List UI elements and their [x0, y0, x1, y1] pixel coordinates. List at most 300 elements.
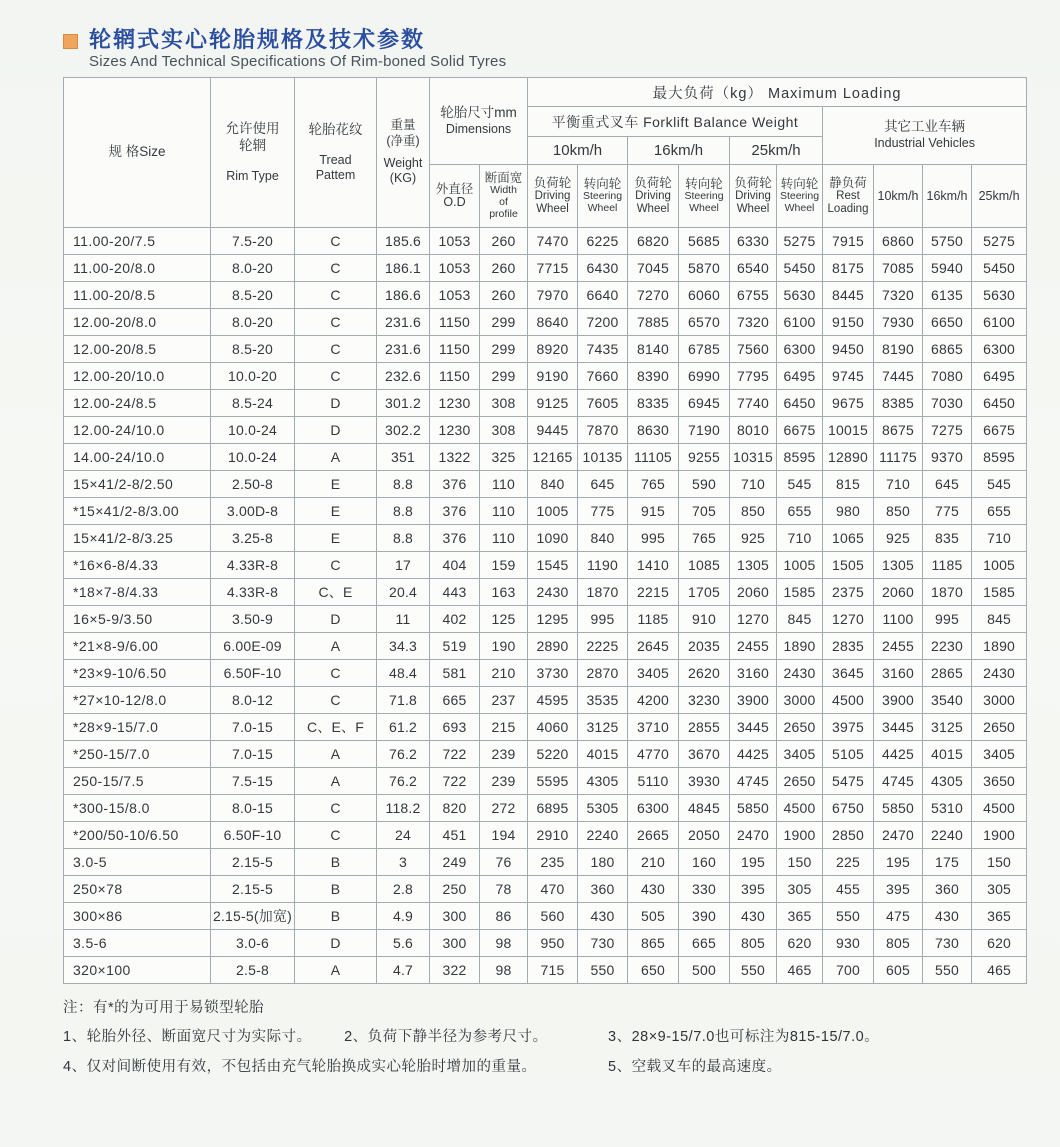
table-row	[64, 930, 1027, 957]
note-4: 4、仅对间断使用有效，不包括由充气轮胎换成实心轮胎时增加的重量。	[63, 1059, 537, 1076]
header-industrial-vehicles: 其它工业车辆 Industrial Vehicles	[823, 107, 1027, 165]
table-cell: 225	[823, 849, 874, 876]
table-cell: 48.4	[377, 660, 430, 687]
table-cell: 581	[430, 660, 480, 687]
table-cell: 519	[430, 633, 480, 660]
table-cell: B	[295, 849, 377, 876]
table-cell: *28×9-15/7.0	[64, 714, 211, 741]
table-cell: 272	[480, 795, 528, 822]
table-cell: 620	[777, 930, 823, 957]
bullet-icon	[63, 34, 78, 49]
table-cell: 2.50-8	[211, 471, 295, 498]
header-rest-loading: 静负荷 Rest Loading	[823, 165, 874, 228]
table-cell: 8595	[777, 444, 823, 471]
table-row	[64, 471, 1027, 498]
table-cell: 1185	[923, 552, 972, 579]
table-cell: 11105	[628, 444, 679, 471]
table-cell: 2850	[823, 822, 874, 849]
table-cell: 3160	[874, 660, 923, 687]
table-cell: 430	[730, 903, 777, 930]
table-cell: 3405	[972, 741, 1027, 768]
table-cell: 8.5-20	[211, 282, 295, 309]
table-cell: 1890	[972, 633, 1027, 660]
table-cell: 7605	[578, 390, 628, 417]
table-cell: 7.0-15	[211, 741, 295, 768]
table-cell: 4015	[923, 741, 972, 768]
table-cell: 3405	[628, 660, 679, 687]
table-cell: 4745	[730, 768, 777, 795]
table-cell: 3.50-9	[211, 606, 295, 633]
table-cell: 645	[578, 471, 628, 498]
table-cell: 12.00-24/8.5	[64, 390, 211, 417]
table-cell: 550	[823, 903, 874, 930]
table-row	[64, 768, 1027, 795]
table-cell: 650	[628, 957, 679, 984]
table-cell: 12.00-24/10.0	[64, 417, 211, 444]
table-cell: 5220	[528, 741, 578, 768]
table-cell: 2060	[874, 579, 923, 606]
table-cell: 8.0-15	[211, 795, 295, 822]
table-cell: 6865	[923, 336, 972, 363]
table-cell: 4.33R-8	[211, 579, 295, 606]
table-cell: A	[295, 633, 377, 660]
table-cell: 2240	[923, 822, 972, 849]
table-cell: 6450	[777, 390, 823, 417]
header-profile-width: 断面宽 Width of profile	[480, 165, 528, 228]
table-cell: 840	[528, 471, 578, 498]
table-cell: 2870	[578, 660, 628, 687]
table-cell: 3645	[823, 660, 874, 687]
table-cell: 5105	[823, 741, 874, 768]
table-cell: E	[295, 498, 377, 525]
table-cell: 620	[972, 930, 1027, 957]
table-cell: 186.6	[377, 282, 430, 309]
table-cell: 3650	[972, 768, 1027, 795]
table-cell: 980	[823, 498, 874, 525]
table-row	[64, 957, 1027, 984]
table-cell: 2645	[628, 633, 679, 660]
header-steering-wheel-16: 转向轮 Steering Wheel	[679, 165, 730, 228]
table-row	[64, 255, 1027, 282]
table-cell: 5850	[874, 795, 923, 822]
table-cell: 8595	[972, 444, 1027, 471]
table-cell: 6785	[679, 336, 730, 363]
table-cell: 1085	[679, 552, 730, 579]
table-row	[64, 444, 1027, 471]
table-cell: 775	[923, 498, 972, 525]
table-cell: 550	[578, 957, 628, 984]
table-cell: 705	[679, 498, 730, 525]
table-cell: 7930	[874, 309, 923, 336]
table-cell: 8.0-20	[211, 309, 295, 336]
table-cell: 655	[972, 498, 1027, 525]
table-cell: 3710	[628, 714, 679, 741]
table-cell: A	[295, 957, 377, 984]
table-cell: 376	[430, 525, 480, 552]
table-cell: 1230	[430, 390, 480, 417]
table-row	[64, 228, 1027, 255]
table-cell: 665	[430, 687, 480, 714]
table-cell: 6330	[730, 228, 777, 255]
table-cell: 150	[972, 849, 1027, 876]
note-5: 5、空载叉车的最高速度。	[608, 1059, 782, 1076]
table-cell: 299	[480, 363, 528, 390]
table-cell: 1150	[430, 309, 480, 336]
table-cell: 110	[480, 471, 528, 498]
table-cell: 1053	[430, 282, 480, 309]
table-cell: C	[295, 363, 377, 390]
table-cell: 8335	[628, 390, 679, 417]
table-cell: 24	[377, 822, 430, 849]
table-cell: 2855	[679, 714, 730, 741]
table-cell: 232.6	[377, 363, 430, 390]
table-cell: 710	[972, 525, 1027, 552]
table-row	[64, 795, 1027, 822]
table-cell: 4.9	[377, 903, 430, 930]
page-title: 轮辋式实心轮胎规格及技术参数	[89, 27, 426, 52]
table-cell: 3000	[777, 687, 823, 714]
table-cell: 8.5-20	[211, 336, 295, 363]
table-cell: 300	[430, 903, 480, 930]
table-cell: 299	[480, 309, 528, 336]
table-cell: 250-15/7.5	[64, 768, 211, 795]
table-cell: 9450	[823, 336, 874, 363]
table-cell: 8.5-24	[211, 390, 295, 417]
table-cell: 2650	[777, 714, 823, 741]
table-cell: 250	[430, 876, 480, 903]
note-star: 注：有*的为可用于易锁型轮胎	[63, 1000, 265, 1017]
table-row	[64, 876, 1027, 903]
header-rim-type: 允许使用 轮辋 Rim Type	[211, 78, 295, 228]
table-cell: 2455	[730, 633, 777, 660]
page-subtitle: Sizes And Technical Specifications Of Rim-boned Solid Tyres	[89, 53, 507, 71]
table-cell: 4595	[528, 687, 578, 714]
note-3: 3、28×9-15/7.0也可标注为815-15/7.0。	[608, 1029, 880, 1046]
table-cell: 98	[480, 930, 528, 957]
header-tread-pattern: 轮胎花纹 Tread Pattem	[295, 78, 377, 228]
table-cell: 465	[972, 957, 1027, 984]
table-cell: 8.8	[377, 498, 430, 525]
table-cell: 7560	[730, 336, 777, 363]
table-cell: 3535	[578, 687, 628, 714]
table-cell: 560	[528, 903, 578, 930]
table-cell: 7085	[874, 255, 923, 282]
table-cell: 260	[480, 228, 528, 255]
table-cell: 8190	[874, 336, 923, 363]
table-cell: 2455	[874, 633, 923, 660]
table-cell: 404	[430, 552, 480, 579]
table-cell: 7080	[923, 363, 972, 390]
table-row	[64, 525, 1027, 552]
table-row	[64, 336, 1027, 363]
table-cell: 3	[377, 849, 430, 876]
table-cell: 190	[480, 633, 528, 660]
table-cell: 4305	[578, 768, 628, 795]
table-cell: 2430	[972, 660, 1027, 687]
table-cell: 710	[777, 525, 823, 552]
table-cell: 12.00-20/8.0	[64, 309, 211, 336]
table-cell: 2240	[578, 822, 628, 849]
table-cell: 376	[430, 498, 480, 525]
table-cell: 78	[480, 876, 528, 903]
table-cell: 700	[823, 957, 874, 984]
table-cell: 1705	[679, 579, 730, 606]
table-cell: 6450	[972, 390, 1027, 417]
table-cell: 10135	[578, 444, 628, 471]
table-cell: 360	[923, 876, 972, 903]
table-cell: 550	[923, 957, 972, 984]
table-cell: 9445	[528, 417, 578, 444]
table-cell: 730	[923, 930, 972, 957]
table-cell: 10015	[823, 417, 874, 444]
table-cell: 3.25-8	[211, 525, 295, 552]
table-cell: 8010	[730, 417, 777, 444]
header-od: 外直径 O.D	[430, 165, 480, 228]
table-cell: 715	[528, 957, 578, 984]
table-cell: 8175	[823, 255, 874, 282]
table-cell: 2835	[823, 633, 874, 660]
title-block	[63, 28, 1060, 70]
table-body	[64, 228, 1027, 984]
table-cell: 7660	[578, 363, 628, 390]
table-cell: 1505	[823, 552, 874, 579]
table-cell: 2.15-5(加宽)	[211, 903, 295, 930]
table-cell: 815	[823, 471, 874, 498]
table-cell: 8675	[874, 417, 923, 444]
table-cell: 2470	[874, 822, 923, 849]
table-cell: 7470	[528, 228, 578, 255]
table-cell: 4015	[578, 741, 628, 768]
table-cell: 3230	[679, 687, 730, 714]
table-cell: 430	[628, 876, 679, 903]
note-line-1	[63, 1025, 608, 1046]
table-cell: 505	[628, 903, 679, 930]
table-cell: 5.6	[377, 930, 430, 957]
table-cell: 765	[679, 525, 730, 552]
table-cell: 300×86	[64, 903, 211, 930]
table-cell: 475	[874, 903, 923, 930]
table-cell: 9745	[823, 363, 874, 390]
table-cell: 3445	[730, 714, 777, 741]
table-cell: 545	[777, 471, 823, 498]
spec-table	[63, 77, 1027, 984]
table-cell: 5275	[777, 228, 823, 255]
table-cell: 5850	[730, 795, 777, 822]
table-row	[64, 363, 1027, 390]
table-cell: 308	[480, 417, 528, 444]
header-speed-10: 10km/h	[528, 137, 628, 165]
table-cell: 820	[430, 795, 480, 822]
table-cell: 7715	[528, 255, 578, 282]
table-cell: 12.00-20/8.5	[64, 336, 211, 363]
table-cell: 2.8	[377, 876, 430, 903]
table-cell: 301.2	[377, 390, 430, 417]
table-cell: 76.2	[377, 741, 430, 768]
table-cell: 34.3	[377, 633, 430, 660]
table-cell: 239	[480, 768, 528, 795]
table-cell: 330	[679, 876, 730, 903]
table-cell: C	[295, 228, 377, 255]
table-cell: 1585	[972, 579, 1027, 606]
table-cell: 1150	[430, 336, 480, 363]
table-cell: C	[295, 795, 377, 822]
table-cell: 3160	[730, 660, 777, 687]
table-cell: 8.0-12	[211, 687, 295, 714]
table-cell: 4500	[777, 795, 823, 822]
table-cell: 71.8	[377, 687, 430, 714]
table-cell: 4500	[972, 795, 1027, 822]
table-cell: 7030	[923, 390, 972, 417]
table-cell: 8445	[823, 282, 874, 309]
table-cell: 7270	[628, 282, 679, 309]
note-1: 1、轮胎外径、断面宽尺寸为实际寸。	[63, 1029, 312, 1046]
table-cell: 9150	[823, 309, 874, 336]
table-cell: 76	[480, 849, 528, 876]
table-cell: 7320	[730, 309, 777, 336]
table-cell: 7870	[578, 417, 628, 444]
table-cell: 10315	[730, 444, 777, 471]
table-cell: 1305	[730, 552, 777, 579]
table-row	[64, 687, 1027, 714]
table-cell: 6100	[777, 309, 823, 336]
table-cell: 9675	[823, 390, 874, 417]
table-cell: 3930	[679, 768, 730, 795]
table-cell: 2430	[777, 660, 823, 687]
table-cell: 3405	[777, 741, 823, 768]
table-cell: C	[295, 309, 377, 336]
table-cell: 645	[923, 471, 972, 498]
table-cell: C、E	[295, 579, 377, 606]
table-cell: 805	[730, 930, 777, 957]
table-cell: 3125	[578, 714, 628, 741]
table-cell: 125	[480, 606, 528, 633]
header-row-1	[64, 78, 1027, 107]
header-steering-wheel-10: 转向轮 Steering Wheel	[578, 165, 628, 228]
note-2: 2、负荷下静半径为参考尺寸。	[344, 1029, 548, 1046]
table-cell: *200/50-10/6.50	[64, 822, 211, 849]
table-cell: 5595	[528, 768, 578, 795]
table-cell: 1005	[528, 498, 578, 525]
table-cell: 8.8	[377, 525, 430, 552]
table-cell: 5305	[578, 795, 628, 822]
table-cell: 845	[972, 606, 1027, 633]
table-cell: D	[295, 390, 377, 417]
table-cell: 8.0-20	[211, 255, 295, 282]
table-cell: 11	[377, 606, 430, 633]
table-cell: 163	[480, 579, 528, 606]
table-cell: 5275	[972, 228, 1027, 255]
header-driving-wheel-25: 负荷轮 Driving Wheel	[730, 165, 777, 228]
table-cell: 1090	[528, 525, 578, 552]
table-cell: 11.00-20/8.5	[64, 282, 211, 309]
table-cell: 4500	[823, 687, 874, 714]
table-cell: 995	[578, 606, 628, 633]
table-cell: 8140	[628, 336, 679, 363]
table-cell: 7190	[679, 417, 730, 444]
table-cell: 1870	[578, 579, 628, 606]
table-cell: 11175	[874, 444, 923, 471]
table-cell: *16×6-8/4.33	[64, 552, 211, 579]
table-cell: 300	[430, 930, 480, 957]
table-cell: 915	[628, 498, 679, 525]
table-cell: 210	[480, 660, 528, 687]
table-cell: 655	[777, 498, 823, 525]
table-cell: *18×7-8/4.33	[64, 579, 211, 606]
table-cell: 840	[578, 525, 628, 552]
table-row	[64, 552, 1027, 579]
table-cell: 693	[430, 714, 480, 741]
header-forklift-balance: 平衡重式叉车 Forklift Balance Weight	[528, 107, 823, 137]
table-cell: C	[295, 255, 377, 282]
table-cell: 185.6	[377, 228, 430, 255]
table-cell: 722	[430, 741, 480, 768]
table-cell: 4.7	[377, 957, 430, 984]
table-cell: 7200	[578, 309, 628, 336]
table-cell: *300-15/8.0	[64, 795, 211, 822]
table-cell: 7970	[528, 282, 578, 309]
table-cell: 1150	[430, 363, 480, 390]
header-driving-wheel-10: 负荷轮 Driving Wheel	[528, 165, 578, 228]
table-cell: 1305	[874, 552, 923, 579]
table-cell: 1890	[777, 633, 823, 660]
table-cell: 500	[679, 957, 730, 984]
table-cell: 402	[430, 606, 480, 633]
table-cell: 118.2	[377, 795, 430, 822]
table-cell: 6820	[628, 228, 679, 255]
table-cell: 12.00-20/10.0	[64, 363, 211, 390]
table-cell: 5750	[923, 228, 972, 255]
header-industrial-10: 10km/h	[874, 165, 923, 228]
table-cell: 6430	[578, 255, 628, 282]
table-cell: *250-15/7.0	[64, 741, 211, 768]
table-cell: 6750	[823, 795, 874, 822]
table-cell: 1870	[923, 579, 972, 606]
table-cell: 6860	[874, 228, 923, 255]
table-cell: 2375	[823, 579, 874, 606]
table-cell: 110	[480, 498, 528, 525]
table-cell: 3900	[874, 687, 923, 714]
table-cell: 845	[777, 606, 823, 633]
table-cell: 365	[972, 903, 1027, 930]
table-cell: *27×10-12/8.0	[64, 687, 211, 714]
table-row	[64, 714, 1027, 741]
table-cell: 12890	[823, 444, 874, 471]
table-cell: 11.00-20/7.5	[64, 228, 211, 255]
table-cell: 2650	[777, 768, 823, 795]
table-cell: 3.0-6	[211, 930, 295, 957]
header-speed-16: 16km/h	[628, 137, 730, 165]
table-cell: 1053	[430, 255, 480, 282]
table-cell: 250×78	[64, 876, 211, 903]
table-cell: E	[295, 471, 377, 498]
table-cell: 308	[480, 390, 528, 417]
table-cell: 8640	[528, 309, 578, 336]
table-cell: C	[295, 282, 377, 309]
table-cell: 3000	[972, 687, 1027, 714]
table-cell: 925	[730, 525, 777, 552]
table-cell: 110	[480, 525, 528, 552]
table-cell: A	[295, 768, 377, 795]
table-cell: A	[295, 741, 377, 768]
table-cell: 6495	[777, 363, 823, 390]
table-cell: 6675	[972, 417, 1027, 444]
table-cell: 2230	[923, 633, 972, 660]
table-cell: 7045	[628, 255, 679, 282]
table-cell: 1545	[528, 552, 578, 579]
table-cell: 395	[730, 876, 777, 903]
table-cell: 159	[480, 552, 528, 579]
table-cell: 10.0-24	[211, 444, 295, 471]
